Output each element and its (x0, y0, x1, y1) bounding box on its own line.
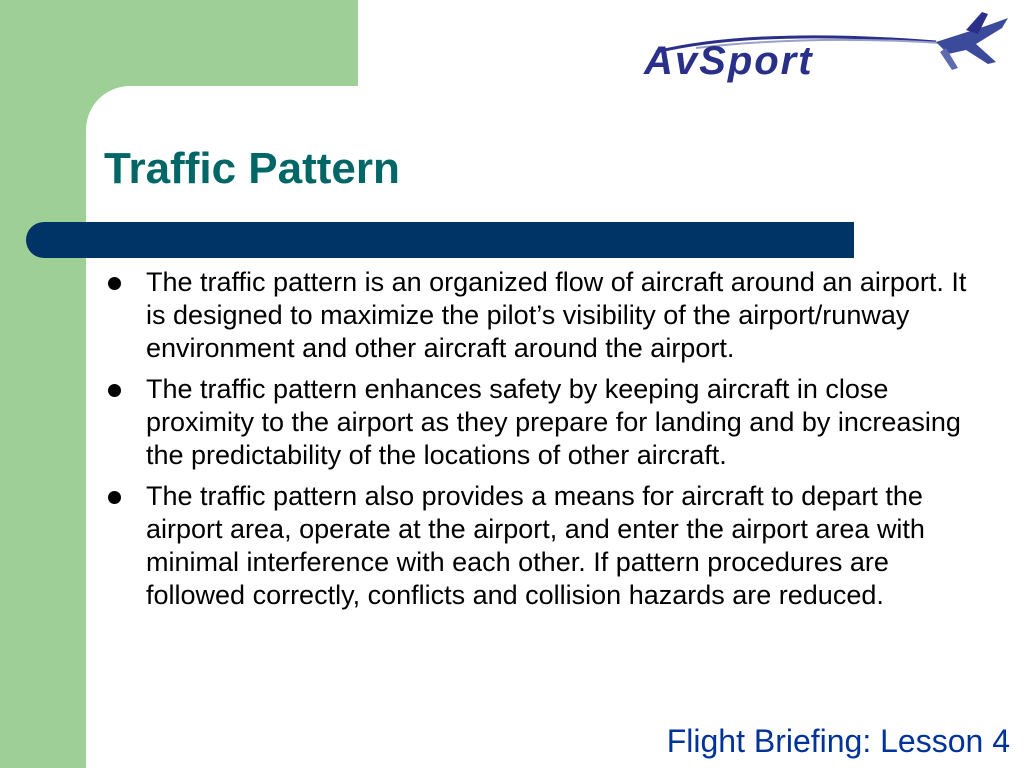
logo-wordmark: AvSport (644, 39, 814, 83)
avsport-logo (636, 8, 1016, 86)
bullet-dot-icon (108, 491, 121, 504)
bullet-item (104, 266, 986, 365)
bullet-text: The traffic pattern is an organized flow of aircraft around an airport. It is designed to maximize the pilot’s visibility of the airport/runway environment and other aircraft around the airport. (146, 267, 967, 363)
bullet-dot-icon (108, 277, 121, 290)
bullet-item (104, 373, 986, 472)
bullet-list (104, 266, 1004, 620)
slide-footer: Flight Briefing: Lesson 4 (666, 723, 1010, 759)
slide-title: Traffic Pattern (104, 144, 400, 193)
bullet-text: The traffic pattern also provides a means for aircraft to depart the airport area, operate at the airport, and enter the airport area with minimal interference with each other. If pattern procedures are followed correctly, conflicts and collision hazards are reduced. (146, 481, 925, 610)
bullet-text: The traffic pattern enhances safety by keeping aircraft in close proximity to the airport as they prepare for landing and by increasing the predictability of the locations of other aircraft. (146, 374, 961, 470)
bullet-dot-icon (108, 384, 121, 397)
bullet-item (104, 480, 986, 612)
title-underline-bar (26, 222, 854, 258)
airplane-icon (936, 12, 1008, 70)
